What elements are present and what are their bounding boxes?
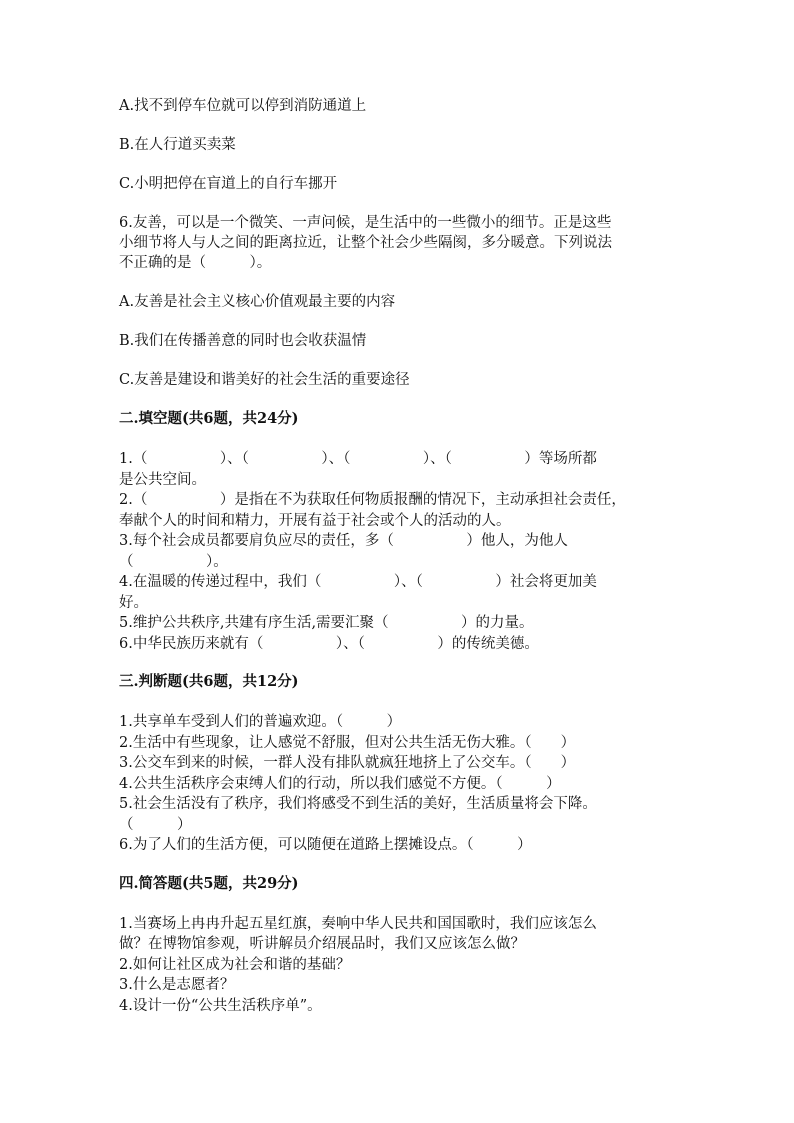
- short-answer-line: 1.当赛场上冉冉升起五星红旗，奏响中华人民共和国国歌时，我们应该怎么: [119, 915, 597, 932]
- judgment-line: 2.生活中有些现象，让人感觉不舒服，但对公共生活无伤大雅。（ ）: [119, 734, 576, 751]
- question-6-option-a: A.友善是社会主义核心价值观最主要的内容: [119, 294, 396, 310]
- judgment-line: 4.公共生活秩序会束缚人们的行动，所以我们感觉不方便。（ ）: [119, 775, 561, 792]
- fill-blank-line: 2.（ ）是指在不为获取任何物质报酬的情况下，主动承担社会责任，: [119, 492, 626, 508]
- question-6-line: 不正确的是（ ）。: [119, 255, 272, 271]
- judgment-line: 1.共享单车受到人们的普遍欢迎。（ ）: [119, 714, 402, 730]
- fill-blank-line: 好。: [119, 594, 148, 611]
- judgment-line: 3.公交车到来的时候，一群人没有排队就疯狂地挤上了公交车。（ ）: [119, 755, 576, 771]
- section-heading: 三.判断题(共6题，共12分): [119, 673, 299, 690]
- option-a: A.找不到停车位就可以停到消防通道上: [119, 98, 367, 114]
- fill-blank-line: （ ）。: [119, 553, 228, 570]
- judgment-line: （ ）: [119, 816, 192, 833]
- short-answer-line: 2.如何让社区成为社会和谐的基础？: [119, 956, 351, 973]
- question-6-option-c: C.友善是建设和谐美好的社会生活的重要途径: [119, 372, 410, 388]
- short-answer-line: 4.设计一份“公共生活秩序单”。: [119, 997, 322, 1014]
- fill-blank-line: 是公共空间。: [119, 471, 206, 488]
- question-6-line: 6.友善，可以是一个微笑、一声问候，是生活中的一些微小的细节。正是这些: [119, 215, 612, 231]
- fill-blank-line: 4.在温暖的传递过程中，我们（ ）、（ ）社会将更加美: [119, 574, 597, 590]
- section-short-answer: [119, 874, 674, 1017]
- section-heading: 四.简答题(共5题，共29分): [119, 874, 299, 892]
- short-answer-line: 3.什么是志愿者？: [119, 977, 235, 993]
- judgment-line: 5.社会生活没有了秩序，我们将感受不到生活的美好，生活质量将会下降。: [119, 796, 597, 812]
- question-6-line: 小细节将人与人之间的距离拉近，让整个社会少些隔阂，多分暖意。下列说法: [119, 235, 612, 251]
- section-true-false: [119, 672, 674, 856]
- fill-blank-line: 5.维护公共秩序,共建有序生活,需要汇聚（ ）的力量。: [119, 615, 534, 631]
- worksheet-content: [119, 96, 674, 1034]
- fill-blank-line: 1.（ ）、（ ）、（ ）、（ ）等场所都: [119, 451, 597, 467]
- section-fill-in-blank: [119, 409, 674, 654]
- question-6-stem: [119, 213, 674, 273]
- judgment-line: 6.为了人们的生活方便，可以随便在道路上摆摊设点。（ ）: [119, 837, 532, 853]
- fill-blank-line: 奉献个人的时间和精力，开展有益于社会或个人的活动的人。: [119, 512, 511, 529]
- option-c: C.小明把停在盲道上的自行车挪开: [119, 176, 338, 192]
- fill-blank-line: 3.每个社会成员都要肩负应尽的责任，多（ ）他人，为他人: [119, 533, 568, 549]
- fill-blank-line: 6.中华民族历来就有（ ）、（ ）的传统美德。: [119, 635, 539, 652]
- section-heading: 二.填空题(共6题，共24分): [119, 410, 299, 427]
- question-6-option-b: B.我们在传播善意的同时也会收获温情: [119, 333, 367, 349]
- option-b: B.在人行道买卖菜: [119, 137, 236, 153]
- short-answer-line: 做？在博物馆参观，听讲解员介绍展品时，我们又应该怎么做？: [119, 936, 525, 952]
